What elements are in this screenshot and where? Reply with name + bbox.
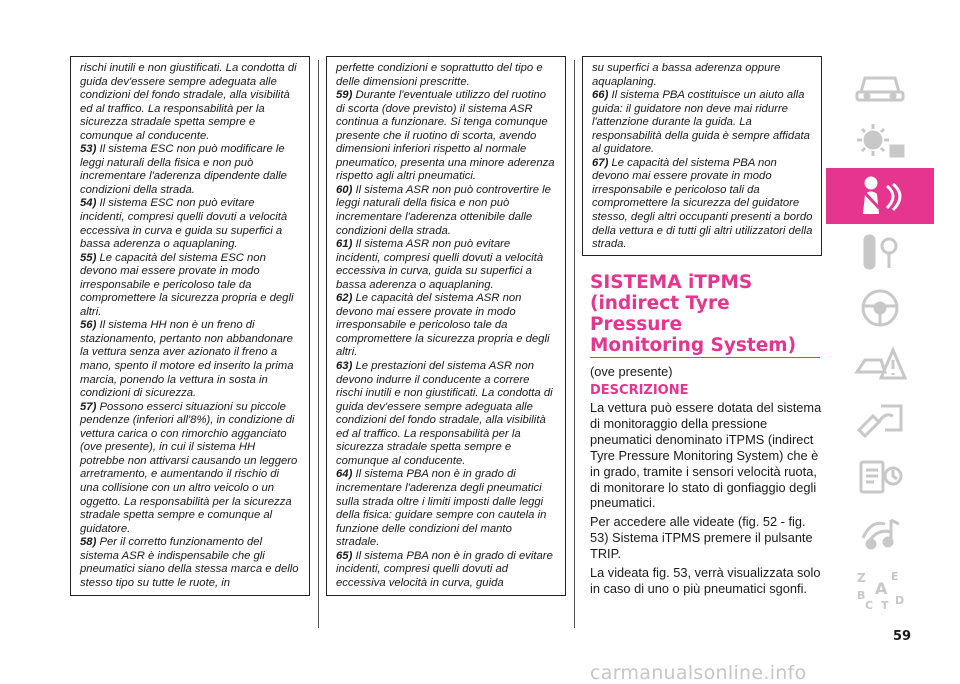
warning-item: 66) Il sistema PBA costituisce un aiuto alla guida: il guidatore non deve mai ridurre l'attenzione durante la guida. La responsabilità della guida è sempre affidata al guidatore. [592, 89, 810, 156]
page-number: 59 [893, 629, 912, 644]
tab-lights[interactable] [826, 112, 934, 168]
tab-index[interactable] [826, 560, 934, 616]
description-heading: DESCRIZIONE [590, 383, 689, 398]
warnings-box-column-3 [582, 56, 822, 256]
fold-mark [318, 618, 319, 628]
fold-mark [574, 618, 575, 628]
tab-safety[interactable] [826, 168, 934, 224]
warning-item: 62) Le capacità del sistema ASR non devono mai essere provate in modo irresponsabile e pericoloso tale da compromettere la sicurezza propria e degli altri. [336, 292, 550, 359]
watermark-footer: carmanualsonline.info [590, 662, 807, 684]
warnings-box-column-2 [326, 56, 566, 596]
warning-item: 59) Durante l'eventuale utilizzo del ruotino di scorta (dove previsto) il sistema ASR continua a funzionare. Si tenga comunque presente che il ruotino di scorta, avendo dimensioni inferiori rispetto al normale pneumatico, presenta una minore aderenza rispetto agli altri pneumatici. [336, 89, 555, 183]
warning-car-icon [851, 342, 909, 386]
tab-steering[interactable] [826, 280, 934, 336]
tab-maintenance[interactable] [826, 392, 934, 448]
svg-text:B: B [857, 589, 866, 602]
sun-lights-icon [851, 118, 909, 162]
service-wrench-icon [851, 398, 909, 442]
warning-item: 55) Le capacità del sistema ESC non devono mai essere provate in modo irresponsabile e pericoloso tale da compromettere la sicurezza propria e degli altri. [80, 251, 294, 318]
svg-text:C: C [865, 599, 874, 610]
tab-starting[interactable] [826, 224, 934, 280]
paragraph: Per accedere alle videate (fig. 52 - fig. 53) Sistema iTPMS premere il pulsante TRIP. [590, 514, 813, 562]
column-separator [574, 60, 575, 620]
warning-intro: rischi inutili e non giustificati. La condotta di guida dev'essere sempre adeguata alle condizioni del fondo stradale, alla visibilità ed al traffico. La responsabilità per la sicurezza stradale spetta sempre e comunque al conducente. [80, 62, 297, 142]
key-wrench-icon [851, 230, 909, 274]
car-dashboard-icon [851, 62, 909, 106]
seatbelt-airbag-icon [851, 174, 909, 218]
warning-item: 64) Il sistema PBA non è in grado di incrementare l'aderenza degli pneumatici sulla strada oltre i limiti imposti dalle leggi della fisica: guidare sempre con cautela in funzione delle condizioni del manto stradale. [336, 468, 547, 549]
warning-intro: su superfici a bassa aderenza oppure aquaplaning. [592, 62, 781, 88]
tab-emergency[interactable] [826, 336, 934, 392]
warning-item: 56) Il sistema HH non è un freno di stazionamento, pertanto non abbandonare la vettura senza aver azionato il freno a mano, spento il motore ed inserito la prima marcia, ponendo la vettura in sosta in condizioni di sicurezza. [80, 319, 294, 400]
svg-text:E: E [891, 570, 899, 583]
warning-item: 65) Il sistema PBA non è in grado di evitare incidenti, compresi quelli dovuti ad eccessiva velocità in curva, guida [336, 549, 553, 589]
availability-note: (ove presente) [590, 364, 673, 379]
svg-text:Z: Z [857, 571, 866, 585]
warning-item: 67) Le capacità del sistema PBA non devono mai essere provate in modo irresponsabile e pericoloso tali da compromettere la sicurezza del guidatore stesso, degli altri occupanti presenti a bordo della vettura e di tutti gli altri utilizzatori della strada. [592, 156, 813, 251]
svg-text:A: A [875, 579, 888, 598]
warning-item: 58) Per il corretto funzionamento del sistema ASR è indispensabile che gli pneumatici siano della stessa marca e dello stesso tipo su tutte le ruote, in [80, 536, 299, 589]
description-body [590, 400, 822, 600]
warning-item: 57) Possono esserci situazioni su piccole pendenze (inferiori all'8%), in condizione di vettura carica o con rimorchio agganciato (ove presente), in cui il sistema HH potrebbe non attivarsi causando un leggero arretramento, e aumentando il rischio di una collisione con un altro veicolo o un oggetto. La responsabilità per la sicurezza stradale spetta sempre e comunque al guidatore. [80, 400, 298, 535]
warning-intro: perfette condizioni e soprattutto del tipo e delle dimensioni prescritte. [336, 62, 543, 88]
column-separator [318, 60, 319, 620]
warnings-box-column-1 [70, 56, 310, 596]
warning-item: 60) Il sistema ASR non può controvertire le leggi naturali della fisica e non può incrementare l'aderenza ottenibile dalle condizioni della strada. [336, 183, 551, 237]
spec-sheet-icon [851, 454, 909, 498]
warning-item: 54) Il sistema ESC non può evitare incidenti, compresi quelli dovuti a velocità eccessiva in curva e guida su superfici a bassa aderenza o aquaplaning. [80, 197, 288, 251]
paragraph: La videata fig. 53, verrà visualizzata solo in caso di uno o più pneumatici sgonfi. [590, 565, 821, 596]
svg-text:D: D [895, 594, 905, 607]
warning-item: 53) Il sistema ESC non può modificare le leggi naturali della fisica e non può incrementare l'aderenza dipendente dalle condizioni della strada. [80, 143, 287, 196]
warning-item: 61) Il sistema ASR non può evitare incidenti, compresi quelli dovuti a velocità eccessiva in curva, guida su superfici a bassa aderenza o aquaplaning. [336, 238, 544, 291]
alphabet-index-icon [851, 566, 909, 610]
tab-technical-data[interactable] [826, 448, 934, 504]
steering-wheel-icon [851, 286, 909, 330]
section-heading: SISTEMA iTPMS (indirect Tyre Pressure Monitoring System) [590, 272, 820, 358]
multimedia-icon [851, 510, 909, 554]
svg-text:T: T [881, 599, 889, 610]
tab-car-dashboard[interactable] [826, 56, 934, 112]
warning-item: 63) Le prestazioni del sistema ASR non devono indurre il conducente a correre rischi inutili e non giustificati. La condotta di guida dev'essere sempre adeguata alle condizioni del fondo stradale, alla visibilità ed al traffico. La responsabilità per la sicurezza stradale spetta sempre e comunque al conducente. [336, 360, 553, 467]
tab-multimedia[interactable] [826, 504, 934, 560]
chapter-tabs [826, 56, 934, 616]
paragraph: La vettura può essere dotata del sistema di monitoraggio della pressione pneumatici denominato iTPMS (indirect Tyre Pressure Monitoring System) che è in grado, tramite i sensori velocità ruota, di monitorare lo stato di gonfiaggio degli pneumatici. [590, 400, 822, 511]
